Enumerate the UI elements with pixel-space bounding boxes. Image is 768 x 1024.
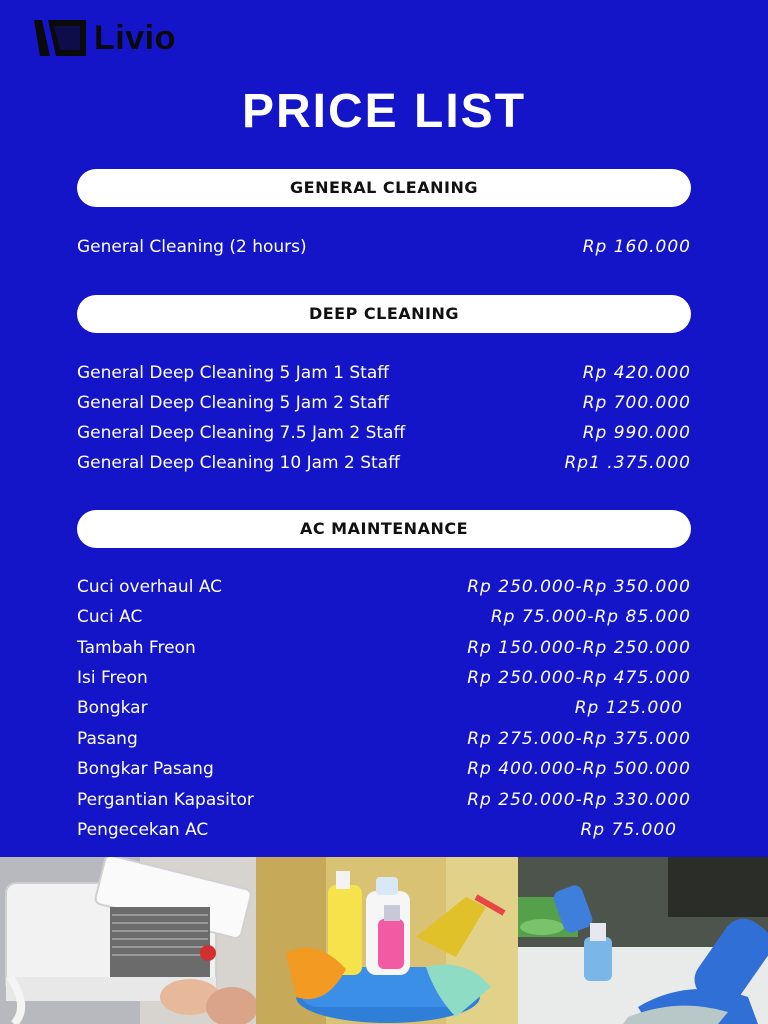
price-row [77, 577, 691, 601]
service-price: Rp 700.000 [582, 393, 691, 413]
section-heading-general-cleaning: GENERAL CLEANING [77, 169, 691, 207]
price-row [77, 423, 691, 447]
service-name: Bongkar Pasang [77, 759, 214, 779]
service-name: General Cleaning (2 hours) [77, 237, 307, 257]
service-price: Rp 990.000 [582, 423, 691, 443]
service-price: Rp 400.000-Rp 500.000 [467, 759, 691, 779]
price-row [77, 393, 691, 417]
service-price: Rp 420.000 [582, 363, 691, 383]
service-price: Rp 75.000-Rp 85.000 [490, 607, 691, 627]
service-name: Bongkar [77, 698, 148, 718]
service-price: Rp 150.000-Rp 250.000 [467, 638, 691, 658]
page-title: PRICE LIST [241, 85, 527, 138]
service-price: Rp 75.000 [580, 820, 677, 840]
service-price: Rp 125.000 [574, 698, 683, 718]
service-name: General Deep Cleaning 5 Jam 2 Staff [77, 393, 389, 413]
service-name: Cuci overhaul AC [77, 577, 223, 597]
section-heading-ac-maintenance: AC MAINTENANCE [77, 510, 691, 548]
price-row [77, 668, 691, 692]
service-price: Rp 250.000-Rp 350.000 [467, 577, 691, 597]
section-heading-deep-cleaning: DEEP CLEANING [77, 295, 691, 333]
service-name: Pergantian Kapasitor [77, 790, 254, 810]
service-name: General Deep Cleaning 7.5 Jam 2 Staff [77, 423, 406, 443]
service-name: Tambah Freon [77, 638, 196, 658]
brand-logo [34, 18, 176, 58]
price-row [77, 820, 691, 844]
service-name: Cuci AC [77, 607, 143, 627]
service-name: Pengecekan AC [77, 820, 209, 840]
photo-strip [0, 857, 768, 1024]
service-name: General Deep Cleaning 5 Jam 1 Staff [77, 363, 389, 383]
service-name: Isi Freon [77, 668, 148, 688]
price-row [77, 759, 691, 783]
service-price: Rp1 .375.000 [564, 453, 691, 473]
ac-repair-photo [0, 857, 256, 1024]
brand-name: Livio [94, 18, 176, 57]
price-row [77, 237, 691, 261]
surface-cleaning-photo [518, 857, 768, 1024]
service-price: Rp 250.000-Rp 475.000 [467, 668, 691, 688]
service-price: Rp 160.000 [582, 237, 691, 257]
price-row [77, 729, 691, 753]
service-price: Rp 250.000-Rp 330.000 [467, 790, 691, 810]
price-row [77, 790, 691, 814]
price-row [77, 607, 691, 631]
cleaning-supplies-photo [256, 857, 518, 1024]
service-name: General Deep Cleaning 10 Jam 2 Staff [77, 453, 400, 473]
service-name: Pasang [77, 729, 138, 749]
price-row [77, 638, 691, 662]
price-row [77, 698, 691, 722]
service-price: Rp 275.000-Rp 375.000 [467, 729, 691, 749]
livio-logo-icon [34, 18, 88, 58]
price-row [77, 453, 691, 477]
price-row [77, 363, 691, 387]
